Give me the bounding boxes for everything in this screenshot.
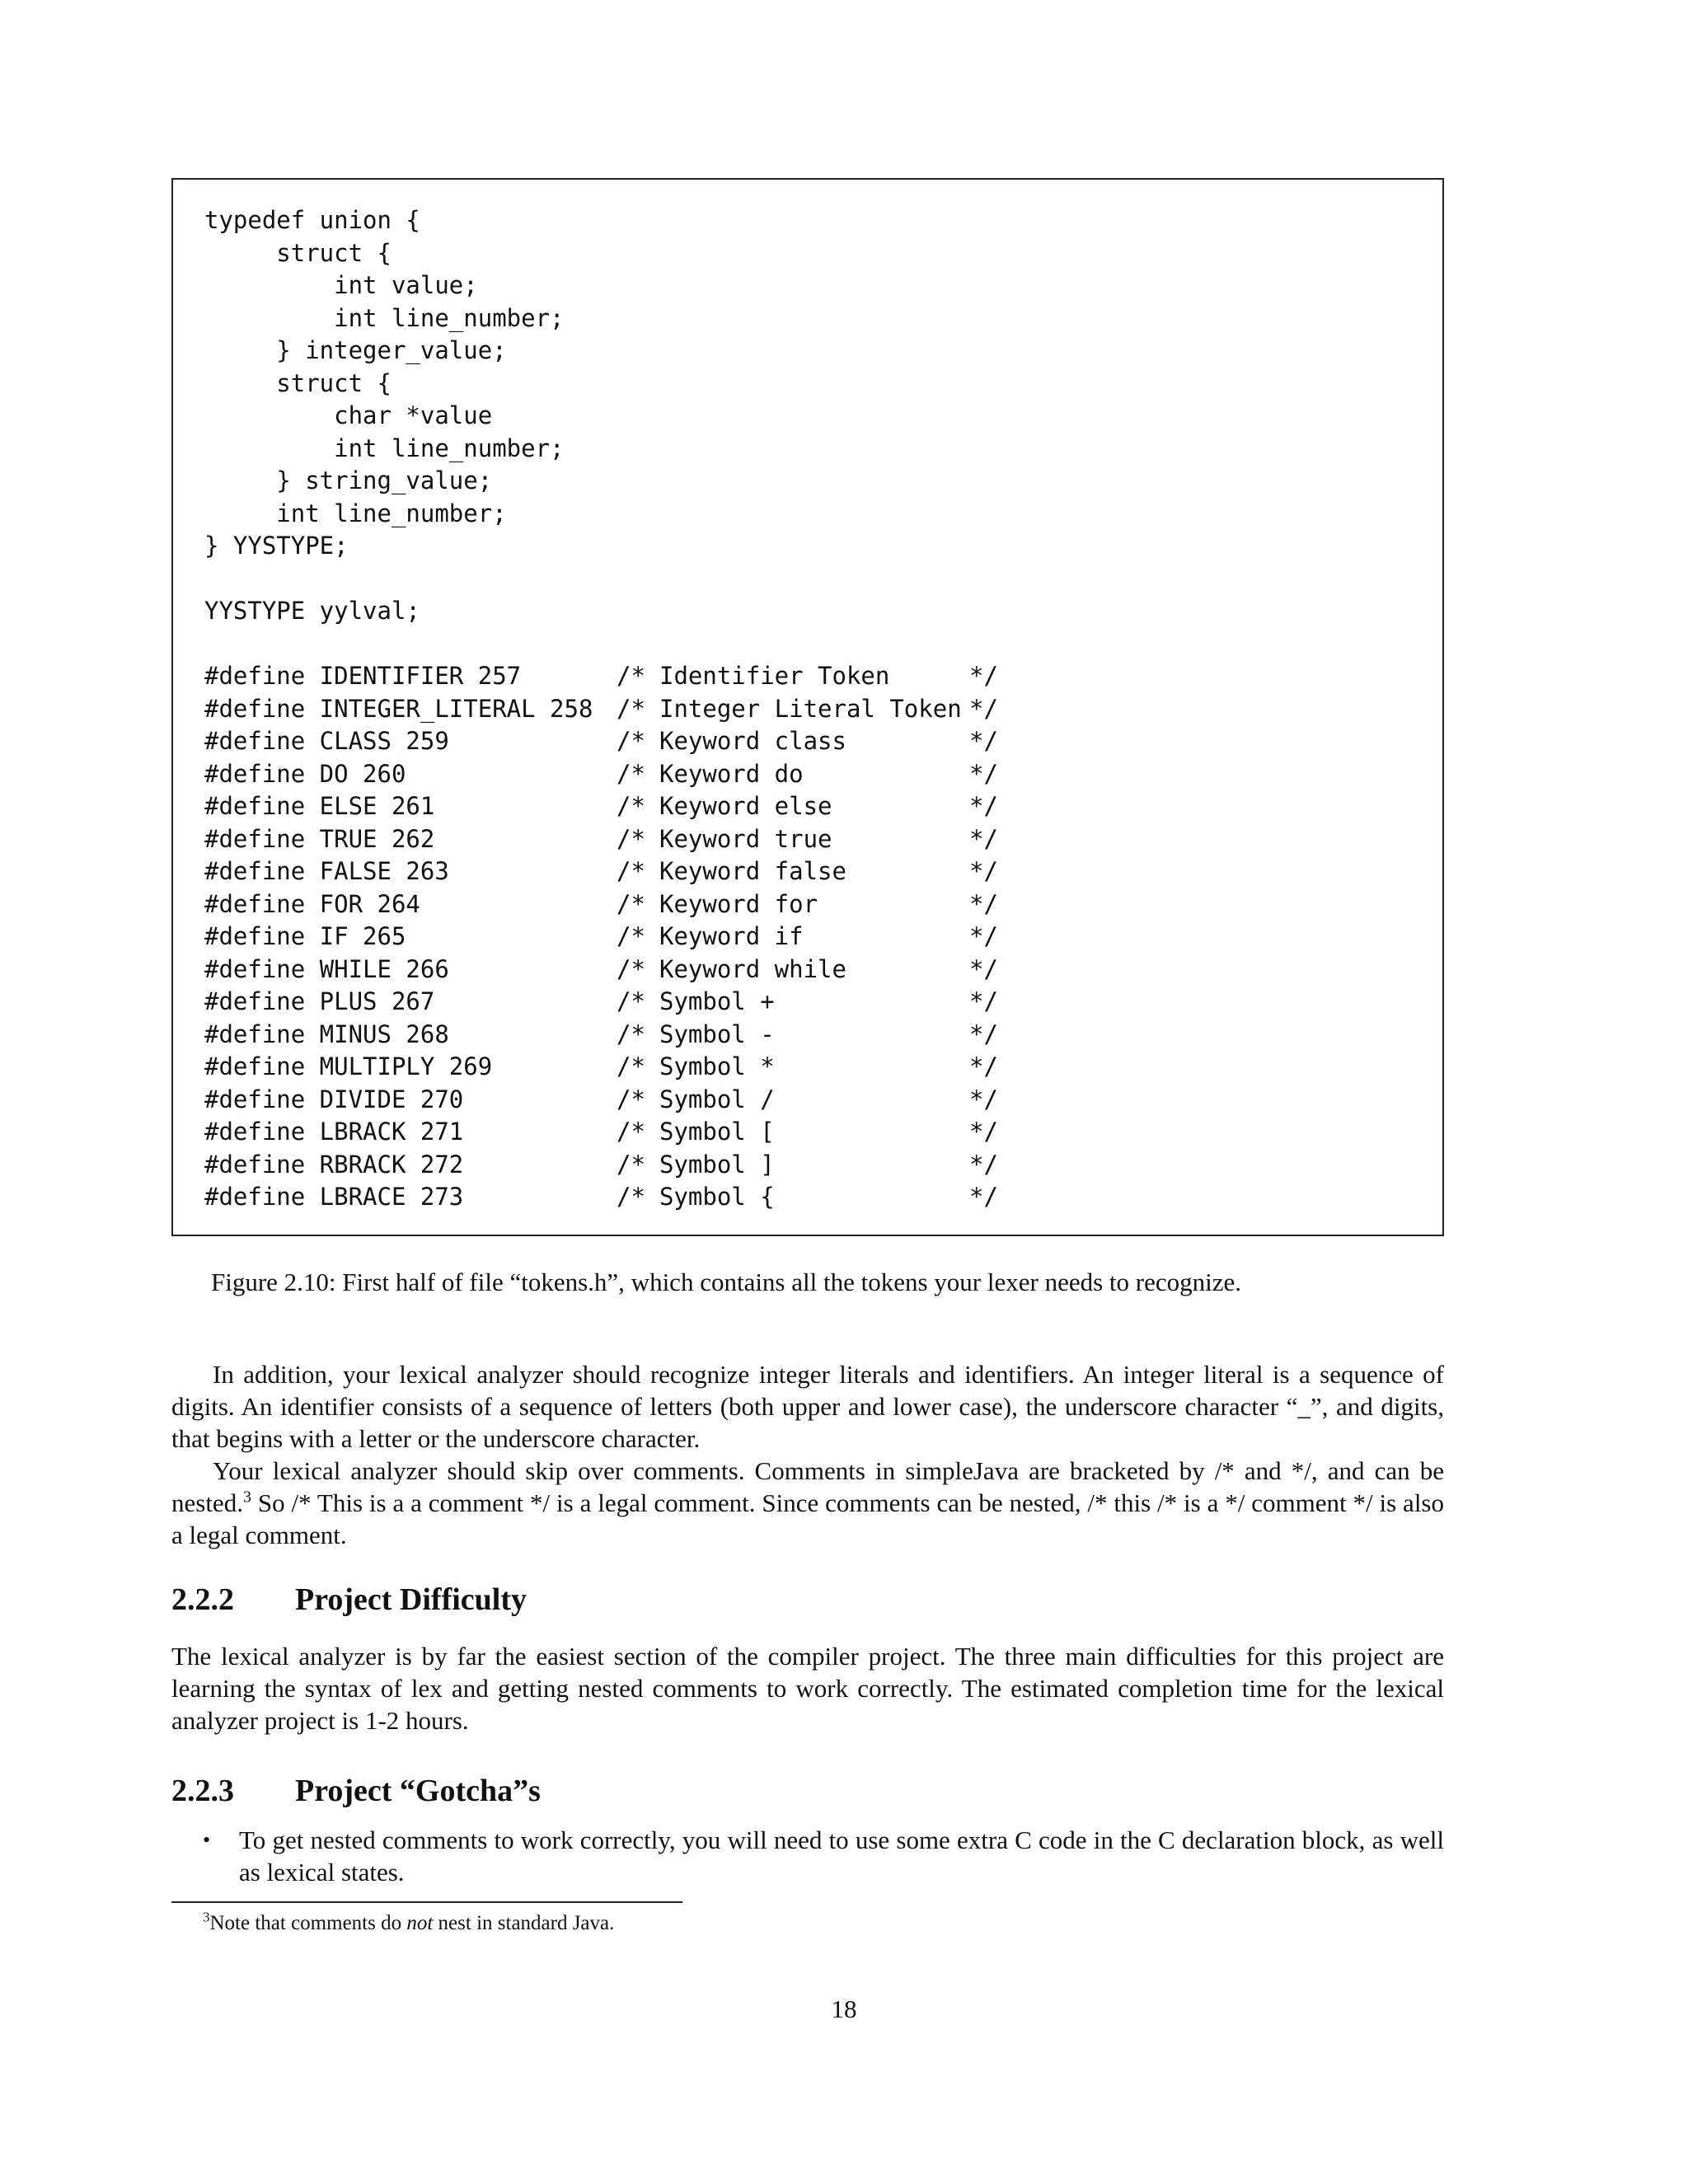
define-row (204, 954, 998, 987)
footnote-reference: 3 (242, 1488, 251, 1507)
comment-open: /* (617, 1118, 645, 1146)
code-line: int line_number; (204, 303, 565, 332)
define-row (204, 1051, 998, 1084)
define-directive: #define LBRACK 271 (204, 1118, 464, 1146)
footnote-text: Note that comments do (209, 1912, 407, 1934)
comment-open: /* (617, 954, 645, 983)
define-comment: Keyword else (659, 792, 832, 820)
comment-open: /* (617, 694, 645, 723)
comment-open: /* (617, 857, 645, 885)
define-directive: #define MINUS 268 (204, 1019, 449, 1048)
section-heading-gotchas (171, 1772, 541, 1810)
define-comment: Symbol ] (659, 1150, 775, 1179)
bullet-icon: • (203, 1828, 211, 1852)
comment-close: */ (969, 1019, 998, 1048)
code-line: struct { (204, 368, 392, 397)
comment-close: */ (969, 857, 998, 885)
define-comment: Keyword for (659, 889, 818, 918)
define-row (204, 1149, 998, 1182)
code-line: YYSTYPE yylval; (204, 597, 420, 625)
comment-close: */ (969, 759, 998, 788)
define-comment: Symbol + (659, 987, 775, 1015)
code-listing (204, 204, 998, 1214)
comment-close: */ (969, 987, 998, 1015)
define-row (204, 1019, 998, 1052)
section-number: 2.2.2 (171, 1582, 234, 1617)
comment-close: */ (969, 727, 998, 755)
code-line: struct { (204, 238, 392, 267)
define-comment: Symbol / (659, 1085, 775, 1113)
footnote (203, 1910, 614, 1937)
define-directive: #define TRUE 262 (204, 824, 435, 853)
code-line (204, 628, 565, 661)
define-directive: #define WHILE 266 (204, 954, 449, 983)
define-comment: Integer Literal Token (659, 694, 962, 723)
define-directive: #define PLUS 267 (204, 987, 435, 1015)
define-row (204, 986, 998, 1019)
define-row (204, 758, 998, 791)
define-comment: Symbol [ (659, 1118, 775, 1146)
define-directive: #define FALSE 263 (204, 857, 449, 885)
define-directive: #define LBRACE 273 (204, 1183, 464, 1211)
comment-open: /* (617, 1085, 645, 1113)
section-title: Project Difficulty (295, 1582, 528, 1617)
define-row (204, 855, 998, 888)
page-number: 18 (831, 1994, 857, 2023)
footnote-mark: 3 (203, 1909, 210, 1925)
define-comment: Keyword while (659, 954, 846, 983)
define-row (204, 921, 998, 954)
comment-open: /* (617, 889, 645, 918)
define-row (204, 725, 998, 758)
comment-open: /* (617, 1183, 645, 1211)
comment-open: /* (617, 1052, 645, 1080)
paragraph-difficulty: The lexical analyzer is by far the easiest section of the compiler project. The three main difficulties for this project are learning the syntax of lex and getting nested comments to work correctly. The estimated completion time for the lexical analyzer project is 1-2 hours. (171, 1642, 1444, 1735)
section-heading-difficulty (171, 1581, 527, 1619)
paragraph-comments (171, 1455, 1444, 1551)
comment-open: /* (617, 662, 645, 690)
define-directive: #define CLASS 259 (204, 727, 449, 755)
define-comment: Keyword class (659, 727, 846, 755)
comment-close: */ (969, 694, 998, 723)
comment-open: /* (617, 922, 645, 950)
section-number: 2.2.3 (171, 1774, 234, 1808)
define-comment: Keyword false (659, 857, 846, 885)
footnote-emphasis: not (406, 1912, 434, 1934)
define-row (204, 660, 998, 693)
paragraph-comments-text: Your lexical analyzer should skip over comments. Comments in simpleJava are bracketed by /* and */, and can be nested. (171, 1456, 1444, 1517)
comment-open: /* (617, 792, 645, 820)
comment-close: */ (969, 662, 998, 690)
comment-close: */ (969, 824, 998, 853)
comment-close: */ (969, 1150, 998, 1179)
define-directive: #define DIVIDE 270 (204, 1085, 464, 1113)
comment-close: */ (969, 1085, 998, 1113)
code-line (204, 563, 565, 596)
comment-open: /* (617, 1019, 645, 1048)
comment-close: */ (969, 1052, 998, 1080)
define-directive: #define DO 260 (204, 759, 406, 788)
comment-open: /* (617, 1150, 645, 1179)
define-row (204, 1181, 998, 1214)
comment-open: /* (617, 759, 645, 788)
figure-caption: Figure 2.10: First half of file “tokens.h”, which contains all the tokens your lexer needs to recognize. (211, 1268, 1241, 1296)
define-directive: #define FOR 264 (204, 889, 420, 918)
define-comment: Identifier Token (659, 662, 890, 690)
define-comment: Symbol * (659, 1052, 775, 1080)
comment-close: */ (969, 922, 998, 950)
paragraph-comments-text-2: So /* This is a a comment */ is a legal comment. Since comments can be nested, /* this /* is a */ comment */ is also a legal comment. (171, 1488, 1444, 1549)
define-directive: #define INTEGER_LITERAL 258 (204, 694, 593, 723)
bullet-text: To get nested comments to work correctly, you will need to use some extra C code in the C declaration block, as well as lexical states. (239, 1825, 1444, 1886)
comment-open: /* (617, 727, 645, 755)
define-row (204, 823, 998, 856)
comment-close: */ (969, 889, 998, 918)
define-row (204, 693, 998, 726)
code-line: int value; (204, 271, 478, 299)
comment-open: /* (617, 824, 645, 853)
define-directive: #define IF 265 (204, 922, 406, 950)
define-row (204, 1116, 998, 1149)
define-directive: #define RBRACK 272 (204, 1150, 464, 1179)
footnote-divider (171, 1901, 682, 1903)
code-line: } string_value; (204, 466, 493, 494)
section-title: Project “Gotcha”s (295, 1774, 541, 1808)
code-line: typedef union { (204, 206, 420, 234)
code-line: } integer_value; (204, 336, 507, 364)
code-line: int line_number; (204, 499, 507, 527)
comment-close: */ (969, 792, 998, 820)
comment-close: */ (969, 1183, 998, 1211)
code-listing-box (171, 178, 1444, 1236)
define-row (204, 888, 998, 921)
code-line: int line_number; (204, 434, 565, 462)
define-comment: Keyword true (659, 824, 832, 853)
paragraph-identifiers: In addition, your lexical analyzer should recognize integer literals and identifiers. An integer literal is a sequence of digits. An identifier consists of a sequence of letters (both upper and lower case), the underscore character “_”, and digits, that begins with a letter or the underscore character. (171, 1360, 1444, 1453)
define-comment: Keyword if (659, 922, 804, 950)
comment-open: /* (617, 987, 645, 1015)
footnote-text-2: nest in standard Java. (433, 1912, 615, 1934)
comment-close: */ (969, 954, 998, 983)
define-directive: #define ELSE 261 (204, 792, 435, 820)
define-comment: Symbol { (659, 1183, 775, 1211)
code-line: char *value (204, 401, 493, 429)
define-row (204, 790, 998, 823)
define-row (204, 1084, 998, 1117)
define-comment: Symbol - (659, 1019, 775, 1048)
define-comment: Keyword do (659, 759, 804, 788)
comment-close: */ (969, 1118, 998, 1146)
define-directive: #define MULTIPLY 269 (204, 1052, 493, 1080)
define-directive: #define IDENTIFIER 257 (204, 662, 522, 690)
code-line: } YYSTYPE; (204, 532, 349, 560)
